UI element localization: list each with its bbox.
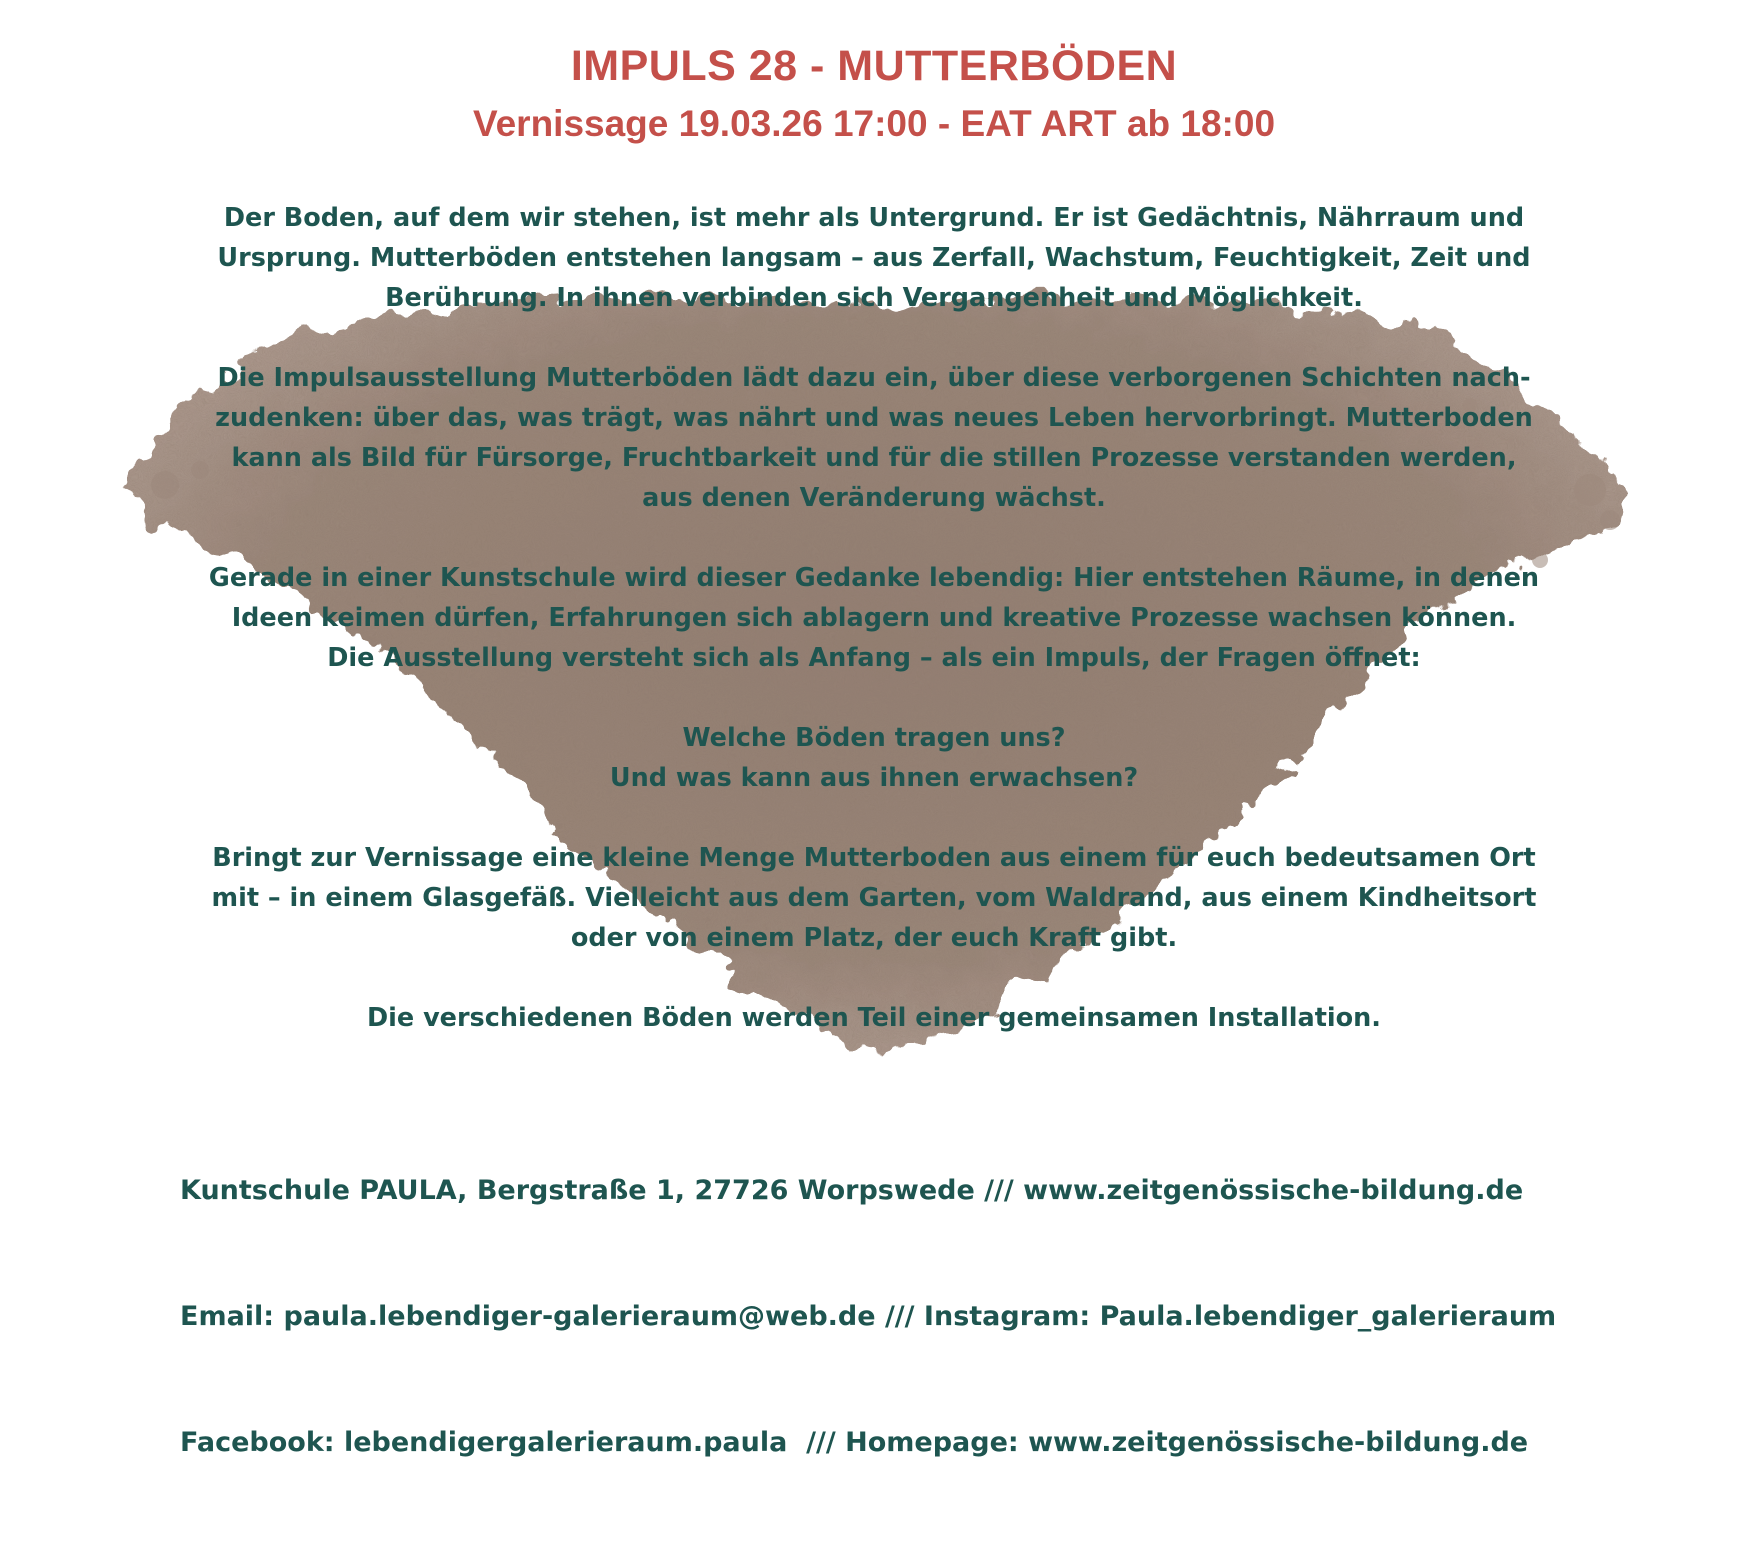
event-subtitle: Vernissage 19.03.26 17:00 - EAT ART ab 18:00	[472, 103, 1276, 144]
paragraph-line: Ideen keimen dürfen, Erfahrungen sich ablagern und kreative Prozesse wachsen können.	[231, 603, 1517, 633]
paragraph-line: Ursprung. Mutterböden entstehen langsam – aus Zerfall, Wachstum, Feuchtigkeit, Zeit und	[217, 243, 1531, 273]
page-title: IMPULS 28 - MUTTERBÖDEN	[570, 42, 1178, 90]
paragraph-line: Gerade in einer Kunstschule wird dieser Gedanke lebendig: Hier entstehen Räume, in denen	[208, 563, 1540, 593]
contact-email: Email: paula.lebendiger-galerieraum@web.de /// Instagram: Paula.lebendiger_galerieraum	[180, 1301, 1557, 1332]
contact-address: Kuntschule PAULA, Bergstraße 1, 27726 Worpswede /// www.zeitgenössische-bildung.de	[180, 1175, 1524, 1206]
contact-social: Facebook: lebendigergalerieraum.paula /// Homepage: www.zeitgenössische-bildung.de	[180, 1427, 1529, 1458]
paragraph-line: oder von einem Platz, der euch Kraft gibt.	[570, 923, 1178, 953]
contact-block	[180, 1086, 1556, 1548]
paragraph-line: mit – in einem Glasgefäß. Vielleicht aus dem Garten, vom Waldrand, aus einem Kindheitsort	[211, 883, 1537, 913]
paragraph-line: Der Boden, auf dem wir stehen, ist mehr als Untergrund. Er ist Gedächtnis, Nährraum und	[223, 203, 1525, 233]
body-text	[150, 198, 1598, 1038]
question-line: Und was kann aus ihnen erwachsen?	[609, 763, 1139, 793]
paragraph-line: zudenken: über das, was trägt, was nährt und was neues Leben hervorbringt. Mutterboden	[215, 403, 1533, 433]
paragraph-line: Die Ausstellung versteht sich als Anfang – als ein Impuls, der Fragen öffnet:	[327, 643, 1421, 673]
paragraph-line: Die Impulsausstellung Mutterböden lädt dazu ein, über diese verborgenen Schichten nach-	[217, 363, 1531, 393]
paragraph-line: aus denen Veränderung wächst.	[642, 483, 1106, 513]
paragraph-line: Berührung. In ihnen verbinden sich Vergangenheit und Möglichkeit.	[385, 283, 1363, 313]
closing-line: Die verschiedenen Böden werden Teil einer gemeinsamen Installation.	[366, 1003, 1381, 1033]
paragraph-line: kann als Bild für Fürsorge, Fruchtbarkeit und für die stillen Prozesse verstanden werden,	[231, 443, 1517, 473]
paragraph-line: Bringt zur Vernissage eine kleine Menge Mutterboden aus einem für euch bedeutsamen Ort	[212, 843, 1536, 873]
question-line: Welche Böden tragen uns?	[682, 723, 1066, 753]
